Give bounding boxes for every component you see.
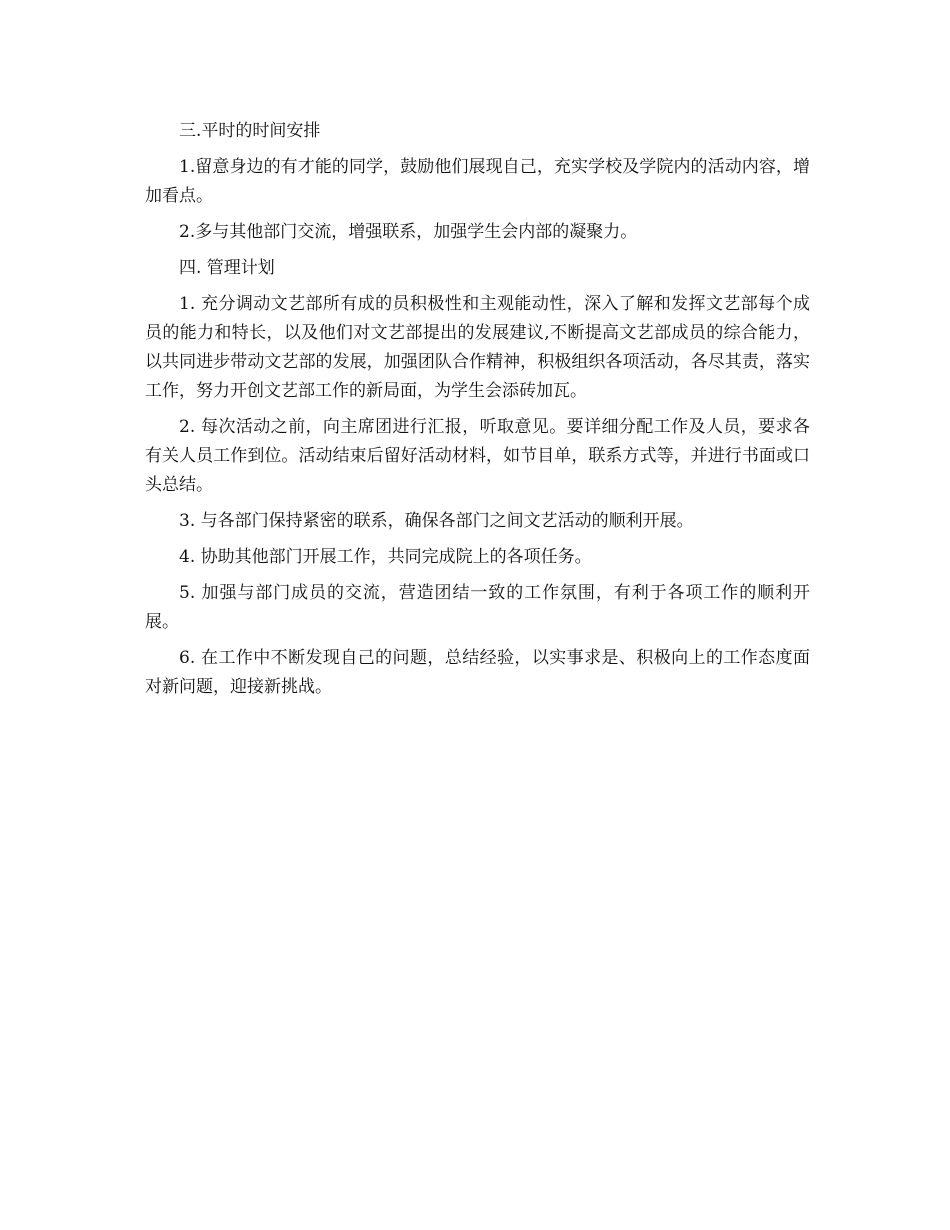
section-heading-schedule: 三.平时的时间安排 — [179, 121, 321, 141]
document-body — [145, 117, 810, 709]
paragraph: 5. 加强与部门成员的交流，营造团结一致的工作氛围，有利于各项工作的顺利开展。 — [145, 583, 810, 632]
paragraph: 4. 协助其他部门开展工作，共同完成院上的各项任务。 — [179, 547, 592, 567]
section-heading-management: 四. 管理计划 — [179, 258, 275, 278]
paragraph: 2. 每次活动之前，向主席团进行汇报，听取意见。要详细分配工作及人员，要求各有关人员工作到位。活动结束后留好活动材料，如节目单，联系方式等，并进行书面或口头总结。 — [145, 417, 810, 495]
paragraph: 1. 充分调动文艺部所有成的员积极性和主观能动性，深入了解和发挥文艺部每个成员的能力和特长，以及他们对文艺部提出的发展建议,不断提高文艺部成员的综合能力，以共同进步带动文艺部的发展，加强团队合作精神，积极组织各项活动，各尽其责，落实工作，努力开创文艺部工作的新局面，为学生会添砖加瓦。 — [145, 294, 810, 401]
paragraph: 2.多与其他部门交流，增强联系，加强学生会内部的凝聚力。 — [179, 222, 638, 242]
paragraph: 6. 在工作中不断发现自己的问题，总结经验，以实事求是、积极向上的工作态度面对新问题，迎接新挑战。 — [145, 648, 810, 697]
paragraph: 1.留意身边的有才能的同学，鼓励他们展现自己，充实学校及学院内的活动内容，增加看点。 — [145, 157, 810, 206]
paragraph: 3. 与各部门保持紧密的联系，确保各部门之间文艺活动的顺利开展。 — [179, 511, 694, 531]
